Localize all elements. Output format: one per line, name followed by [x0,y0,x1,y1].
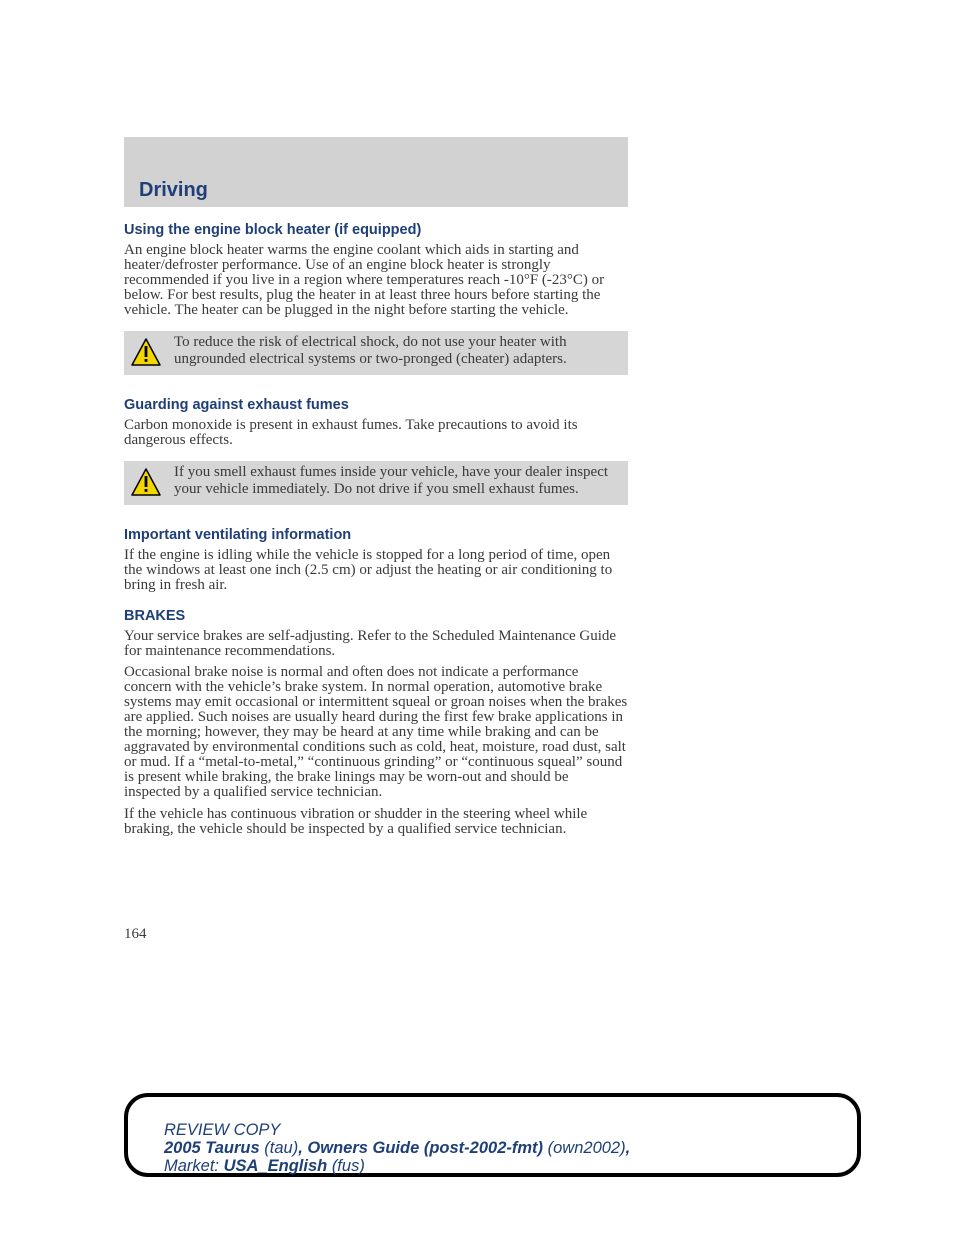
review-copy-label: REVIEW COPY [164,1121,281,1139]
exhaust-heading: Guarding against exhaust fumes [124,397,349,413]
footer-market-code: (fus) [331,1157,365,1175]
warning-triangle-icon [130,467,162,497]
brakes-paragraph-1: Your service brakes are self-adjusting. Refer to the Scheduled Maintenance Guide for maintenance recommendations. [124,628,617,659]
footer-market: USA_English [223,1157,328,1175]
brakes-heading: BRAKES [124,608,186,624]
footer-guide-code: (own2002) [547,1139,626,1157]
block-heater-body: An engine block heater warms the engine coolant which aids in starting and heater/defroster performance. Use of an engine block heater is strongly recommended if you live in a region where temperatures reach -10°F (-23°C) or below. For best results, plug the heater in at least three hours before starting the vehicle. The heater can be plugged in the night before starting the vehicle. [124,242,605,318]
warning-text-exhaust: If you smell exhaust fumes inside your vehicle, have your dealer inspect your vehicle immediately. Do not drive if you smell exhaust fumes. [174,464,609,497]
warning-box-exhaust [124,461,628,505]
footer-comma: , [625,1139,631,1157]
footer-text [164,1121,630,1175]
page-number: 164 [124,926,147,942]
ventilating-body: If the engine is idling while the vehicle is stopped for a long period of time, open the windows at least one inch (2.5 cm) or adjust the heating or air conditioning to bring in fresh air. [124,547,613,593]
block-heater-heading: Using the engine block heater (if equipped) [124,222,422,238]
footer-model-code: (tau) [264,1139,299,1157]
page-content [124,221,628,837]
footer-model: 2005 Taurus [164,1139,260,1157]
exhaust-body: Carbon monoxide is present in exhaust fumes. Take precautions to avoid its dangerous effects. [124,417,578,448]
footer-market-label: Market: [164,1157,220,1175]
warning-box-electrical [124,331,628,375]
brakes-paragraph-2: Occasional brake noise is normal and often does not indicate a performance concern with the vehicle’s brake system. In normal operation, automotive brake systems may emit occasional or intermittent squeal or groan noises when the brakes are applied. Such noises are usually heard during the first few brake applications in the morning; however, they may be heard at any time while braking and can be aggravated by environmental conditions such as cold, heat, moisture, road dust, salt or mud. If a “metal-to-metal,” “continuous grinding” or “continuous squeal” sound is present while braking, the brake linings may be worn-out and should be inspected by a qualified service technician. [124,664,628,800]
footer-guide: , Owners Guide (post-2002-fmt) [298,1139,544,1157]
section-header [124,137,628,207]
section-title: Driving [139,179,208,201]
ventilating-heading: Important ventilating information [124,527,352,543]
review-copy-footer [124,1093,861,1177]
warning-text-electrical: To reduce the risk of electrical shock, do not use your heater with ungrounded electrical systems or two-pronged (cheater) adapters. [174,334,567,367]
warning-triangle-icon [130,337,162,367]
brakes-paragraph-3: If the vehicle has continuous vibration or shudder in the steering wheel while braking, the vehicle should be inspected by a qualified service technician. [124,806,588,837]
